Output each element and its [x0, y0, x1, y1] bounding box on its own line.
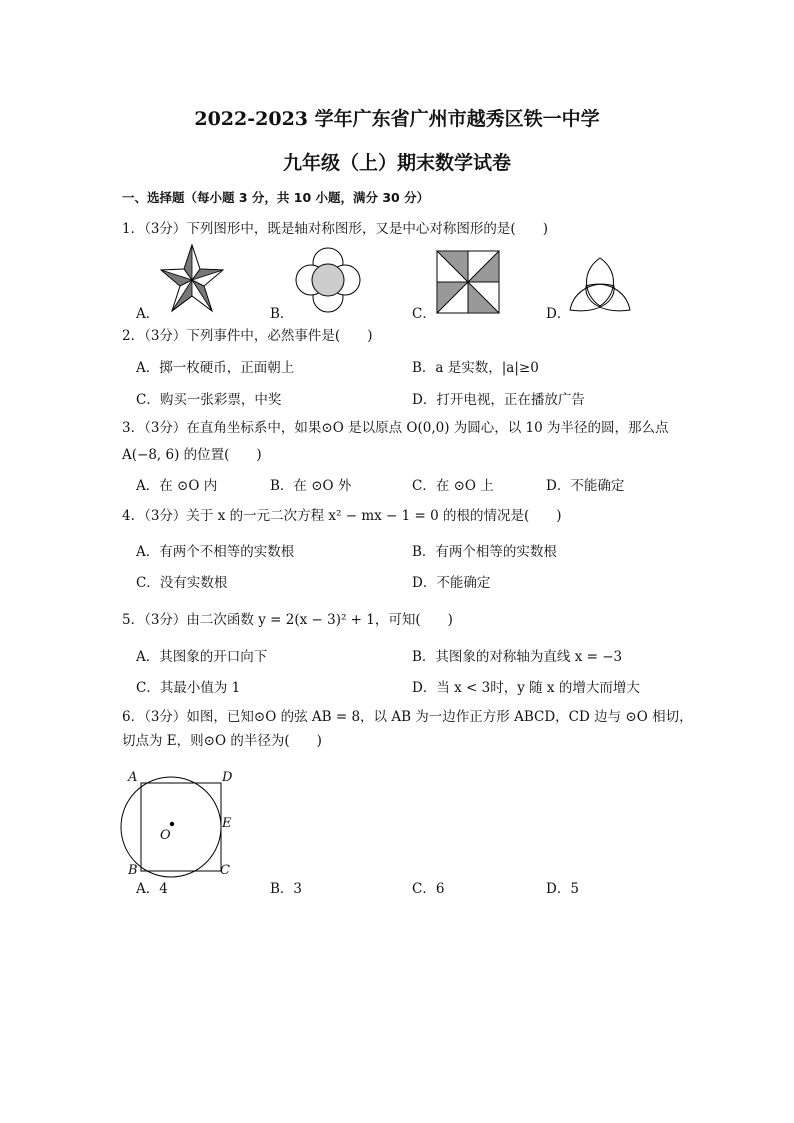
question-4-stem: 4．（3分）关于 x 的一元二次方程 x² − mx − 1 = 0 的根的情况是( ) [122, 508, 562, 524]
figure-label-b: B [128, 863, 138, 878]
q5-option-c: C．其最小值为 1 [136, 680, 241, 696]
exam-title-line1: 2022-2023 学年广东省广州市越秀区铁一中学 [194, 108, 600, 130]
q1-option-d: D． [546, 306, 571, 322]
flower-figure [294, 247, 362, 313]
q4-option-c: C．没有实数根 [136, 575, 228, 591]
q3-option-c: C．在 ⊙O 上 [412, 478, 494, 494]
question-3-stem-cont: A(−8, 6) 的位置( ) [122, 447, 262, 463]
q2-option-d: D．打开电视，正在播放广告 [412, 392, 585, 408]
q2-option-b: B．a 是实数，|a|≥0 [412, 360, 539, 376]
trefoil-figure [568, 256, 632, 314]
section-heading: 一、选择题（每小题 3 分，共 10 小题，满分 30 分） [122, 190, 430, 205]
star-figure [160, 243, 224, 315]
question-1-stem: 1．（3分）下列图形中，既是轴对称图形，又是中心对称图形的是( ) [122, 221, 548, 237]
q6-option-b: B．3 [270, 881, 303, 897]
q4-option-d: D．不能确定 [412, 575, 491, 591]
figure-label-e: E [222, 816, 232, 831]
figure-label-o: O [160, 828, 171, 843]
q2-option-c: C．购买一张彩票，中奖 [136, 392, 282, 408]
question-6-stem-cont: 切点为 E，则⊙O 的半径为( ) [122, 733, 322, 749]
exam-title-line2: 九年级（上）期末数学试卷 [282, 152, 511, 174]
q3-option-a: A．在 ⊙O 内 [136, 478, 218, 494]
q5-option-d: D．当 x < 3时，y 随 x 的增大而增大 [412, 680, 640, 696]
q3-option-b: B．在 ⊙O 外 [270, 478, 352, 494]
q1-option-c: C． [412, 306, 436, 322]
question-2-stem: 2．（3分）下列事件中，必然事件是( ) [122, 328, 373, 344]
q5-option-a: A．其图象的开口向下 [136, 649, 268, 665]
q5-option-b: B．其图象的对称轴为直线 x = −3 [412, 649, 623, 665]
q4-option-a: A．有两个不相等的实数根 [136, 544, 295, 560]
q6-option-d: D．5 [546, 881, 579, 897]
figure-label-a: A [128, 770, 138, 785]
figure-label-d: D [222, 770, 233, 785]
question-6-stem: 6．（3分）如图，已知⊙O 的弦 AB = 8，以 AB 为一边作正方形 ABCD，CD 边与 ⊙O 相切， [122, 709, 693, 725]
q1-option-a: A． [136, 306, 160, 322]
q2-option-a: A．掷一枚硬币，正面朝上 [136, 360, 295, 376]
question-3-stem: 3．（3分）在直角坐标系中，如果⊙O 是以原点 O(0,0) 为圆心，以 10 为半径的圆，那么点 [122, 420, 669, 436]
question-5-stem: 5．（3分）由二次函数 y = 2(x − 3)² + 1，可知( ) [122, 612, 453, 628]
q4-option-b: B．有两个相等的实数根 [412, 544, 557, 560]
pinwheel-figure [436, 250, 500, 314]
q3-option-d: D．不能确定 [546, 478, 625, 494]
q6-option-a: A．4 [136, 881, 168, 897]
figure-label-c: C [220, 863, 230, 878]
q6-option-c: C．6 [412, 881, 445, 897]
q1-option-b: B． [270, 306, 294, 322]
